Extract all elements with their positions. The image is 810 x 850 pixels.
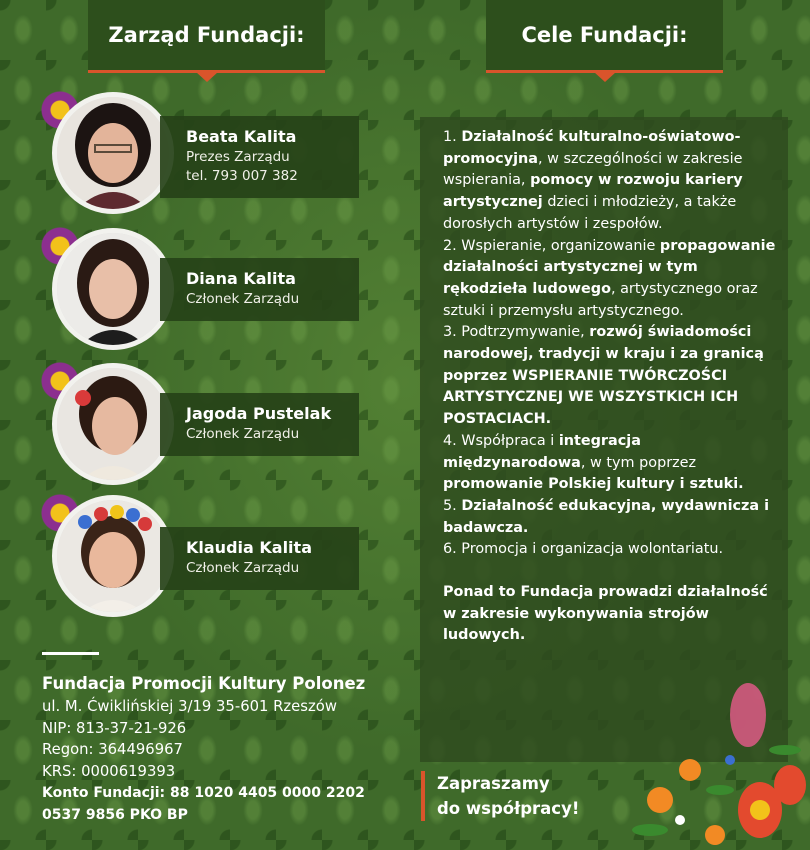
- goal-text: rozwój świadomości narodowej, tradycji w kraju i za granicą poprzez WSPIERANIE TWÓRCZOŚCI ARTYSTYCZNEJ WE WSZYSTKICH ICH POSTACIACH.: [443, 324, 764, 428]
- member-namebox: [160, 116, 359, 198]
- goals-header: [486, 0, 723, 73]
- goals-header-arrow: [594, 72, 616, 82]
- member-photo: [52, 228, 174, 350]
- goal-text: 2. Wspieranie, organizowanie: [443, 237, 660, 254]
- member-card-4: [40, 495, 345, 620]
- org-account: Konto Fundacji: 88 1020 4405 0000 2202 0537 9856 PKO BP: [42, 784, 365, 823]
- goal-item: [443, 236, 783, 323]
- goal-item: [443, 127, 783, 236]
- goal-text: dzieci i młodzieży, a także dorosłych artystów i zespołów.: [443, 194, 737, 232]
- goals-header-title: Cele Fundacji:: [521, 23, 688, 47]
- member-name: Klaudia Kalita: [186, 538, 312, 557]
- divider-line: [42, 652, 99, 655]
- member-phone: tel. 793 007 382: [186, 168, 298, 184]
- goal-text: promowanie Polskiej kultury i sztuki.: [443, 476, 744, 493]
- goal-text: 1.: [443, 129, 462, 145]
- org-name: Fundacja Promocji Kultury Polonez: [42, 674, 366, 693]
- member-photo: [52, 92, 174, 214]
- board-header-title: Zarząd Fundacji:: [108, 23, 305, 47]
- member-role: Prezes Zarządu: [186, 149, 290, 165]
- folk-flowers-decoration: [620, 660, 810, 850]
- goal-text: propagowanie działalności artystycznej w tym rękodzieła ludowego: [443, 237, 776, 297]
- goal-item: [443, 322, 783, 431]
- member-namebox: [160, 393, 359, 456]
- goals-closing: Ponad to Fundacja prowadzi działalność w zakresie wykonywania strojów ludowych.: [443, 584, 768, 644]
- goal-item: [443, 431, 783, 496]
- goal-text: 4. Współpraca i: [443, 432, 559, 449]
- org-nip: NIP: 813-37-21-926: [42, 719, 187, 737]
- board-header-arrow: [196, 72, 218, 82]
- board-header: [88, 0, 325, 73]
- goal-text: 3. Podtrzymywanie,: [443, 324, 590, 341]
- member-name: Jagoda Pustelak: [186, 404, 332, 423]
- goal-text: pomocy w rozwoju kariery artystycznej: [443, 172, 743, 211]
- member-card-2: [40, 228, 345, 353]
- member-photo: [52, 495, 174, 617]
- goal-text: Działalność kulturalno-oświatowo-promocyjna: [443, 129, 741, 167]
- member-name: Diana Kalita: [186, 269, 296, 288]
- goal-text: Działalność edukacyjna, wydawnicza i badawcza.: [443, 497, 770, 536]
- member-role: Członek Zarządu: [186, 426, 300, 442]
- member-photo: [52, 363, 174, 485]
- invitation: [421, 771, 579, 821]
- org-regon: Regon: 364496967: [42, 741, 183, 759]
- org-address: ul. M. Ćwiklińskiej 3/19 35-601 Rzeszów: [42, 698, 337, 715]
- member-card-1: [40, 92, 345, 217]
- goal-text: 5.: [443, 497, 462, 514]
- goal-text: 6. Promocja i organizacja wolontariatu.: [443, 541, 724, 558]
- goal-text: , w szczególności w zakresie wspierania,: [443, 150, 743, 189]
- member-name: Beata Kalita: [186, 127, 297, 146]
- member-role: Członek Zarządu: [186, 291, 300, 307]
- foundation-info: [42, 652, 392, 826]
- goal-item: [443, 539, 783, 561]
- goal-item: [443, 496, 783, 539]
- goal-text: integracja międzynarodowa: [443, 432, 641, 471]
- member-namebox: [160, 258, 359, 321]
- goal-text: , artystycznego oraz sztuki i przemysłu artystycznego.: [443, 280, 758, 319]
- member-card-3: [40, 363, 345, 488]
- goals-list: [443, 127, 783, 647]
- goal-text: , w tym poprzez: [580, 454, 697, 471]
- member-namebox: [160, 527, 359, 590]
- invitation-line-2: do współpracy!: [437, 799, 580, 818]
- invitation-line-1: Zapraszamy: [437, 774, 550, 793]
- member-role: Członek Zarządu: [186, 560, 300, 576]
- org-krs: KRS: 0000619393: [42, 763, 176, 781]
